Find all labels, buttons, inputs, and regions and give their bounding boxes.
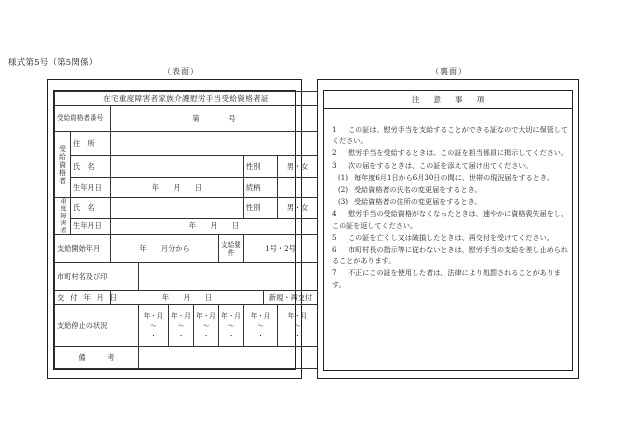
notice-item-text: 慰労手当を受給するときは、この証を担当係員に掲示してください。	[341, 148, 568, 158]
notice-item-text: 慰労手当の受給資格がなくなったときは、速やかに資格喪失届をし、この証を返してください。	[332, 209, 568, 230]
start-label: 支給開始年月	[55, 235, 111, 263]
remarks-field[interactable]	[139, 347, 318, 369]
disabled-sex-options: 男・女	[278, 198, 318, 219]
notice-item-text: 受給資格者の氏名の変更届をするとき。	[347, 185, 482, 195]
cert-number-label: 受給資格者番号	[55, 106, 111, 132]
notice-item	[332, 208, 568, 230]
notice-item-number: (1)	[338, 172, 349, 182]
requirement-label: 支給要件	[219, 235, 244, 263]
notice-item	[332, 232, 568, 243]
birthdate-label: 生年月日	[71, 178, 111, 198]
disabled-group-label: 重度障害者	[55, 198, 71, 235]
notice-item-number: 3	[332, 160, 337, 170]
notice-item-number: (3)	[338, 197, 349, 207]
address-field[interactable]	[111, 132, 318, 156]
notice-item	[332, 244, 568, 266]
notice-item-number: 4	[332, 209, 337, 219]
issue-type: 新規・再交付	[264, 291, 318, 305]
notice-item	[332, 184, 568, 195]
notice-item	[332, 267, 568, 289]
notice-item	[332, 147, 568, 158]
notice-item	[332, 172, 568, 183]
notice-item-text: 毎年度6月1日から6月30日の間に、世帯の現況届をするとき。	[347, 172, 554, 182]
stop-period-3[interactable]: 年・月 〜 ・	[194, 305, 219, 347]
notice-item-number: 2	[332, 148, 337, 158]
name-field[interactable]	[111, 156, 244, 178]
disabled-birthdate-label: 生年月日	[71, 218, 111, 234]
notice-item	[332, 124, 568, 146]
certificate-back	[317, 79, 579, 379]
back-side-label: （裏面）	[431, 67, 467, 76]
disabled-name-label: 氏 名	[71, 198, 111, 219]
municipality-label: 市町村名及び印	[55, 263, 139, 291]
disabled-name-field[interactable]	[111, 198, 244, 219]
cert-number-value: 第 号	[111, 106, 318, 132]
stop-status-label: 支給停止の状況	[55, 305, 139, 347]
issue-date-label: 交付年月日	[55, 291, 111, 305]
notice-item-number: 5	[332, 232, 337, 242]
notice-list	[332, 124, 568, 291]
form-reference-label: 様式第5号（第5関係）	[8, 58, 98, 68]
notice-item-text: 市町村長の指示等に従わないときは、慰労手当の支給を差し止められることがあります。	[332, 245, 568, 266]
name-label: 氏 名	[71, 156, 111, 178]
recipient-group-label: 受給資格者	[55, 132, 71, 198]
stop-period-6[interactable]: 年・月 〜 ・	[278, 305, 318, 347]
notice-item-number: 1	[332, 125, 337, 134]
notice-item-number: 7	[332, 268, 337, 278]
sex-options: 男・女	[278, 156, 318, 178]
notice-title: 注 意 事 項	[411, 95, 485, 104]
relationship-label: 続柄	[244, 178, 278, 198]
remarks-label: 備 考	[55, 347, 139, 369]
start-value: 年 月分から	[111, 235, 219, 263]
disabled-birthdate-value: 年 月 日	[111, 218, 318, 234]
notice-item	[332, 196, 568, 207]
certificate-title: 在宅重度障害者家族介護慰労手当受給資格者証	[55, 92, 318, 106]
certificate-front-table	[54, 91, 318, 369]
notice-frame	[323, 90, 573, 371]
notice-item-text: この証は、慰労手当を支給することができる証なので大切に保管してください。	[332, 125, 568, 146]
certificate-front-table-frame	[53, 90, 313, 370]
stop-period-4[interactable]: 年・月 〜 ・	[219, 305, 244, 347]
sex-label: 性別	[244, 156, 278, 178]
certificate-front	[47, 79, 313, 379]
stop-period-2[interactable]: 年・月 〜 ・	[169, 305, 194, 347]
notice-item-text: 受給資格者の住所の変更届をするとき。	[347, 197, 482, 207]
stop-period-5[interactable]: 年・月 〜 ・	[244, 305, 278, 347]
notice-item	[332, 160, 568, 171]
disabled-sex-label: 性別	[244, 198, 278, 219]
address-label: 住 所	[71, 132, 111, 156]
relationship-field[interactable]	[278, 178, 318, 198]
notice-item-number: 6	[332, 245, 337, 255]
front-side-label: （表面）	[163, 67, 199, 76]
requirement-value: 1号・2号	[244, 235, 318, 263]
stop-period-1[interactable]: 年・月 〜 ・	[139, 305, 169, 347]
birthdate-value: 年 月 日	[111, 178, 244, 198]
municipality-field[interactable]	[139, 263, 318, 291]
issue-date-value: 年 月 日	[111, 291, 264, 305]
notice-item-text: 次の届をするときは、この証を添えて届け出てください。	[341, 160, 533, 170]
notice-item-number: (2)	[338, 185, 349, 195]
notice-item-text: 不正にこの証を使用した者は、法律により処罰されることがあります。	[332, 268, 561, 289]
notice-title-divider	[324, 108, 572, 109]
notice-item-text: この証を亡くし又は破損したときは、再交付を受けてください。	[341, 232, 554, 242]
